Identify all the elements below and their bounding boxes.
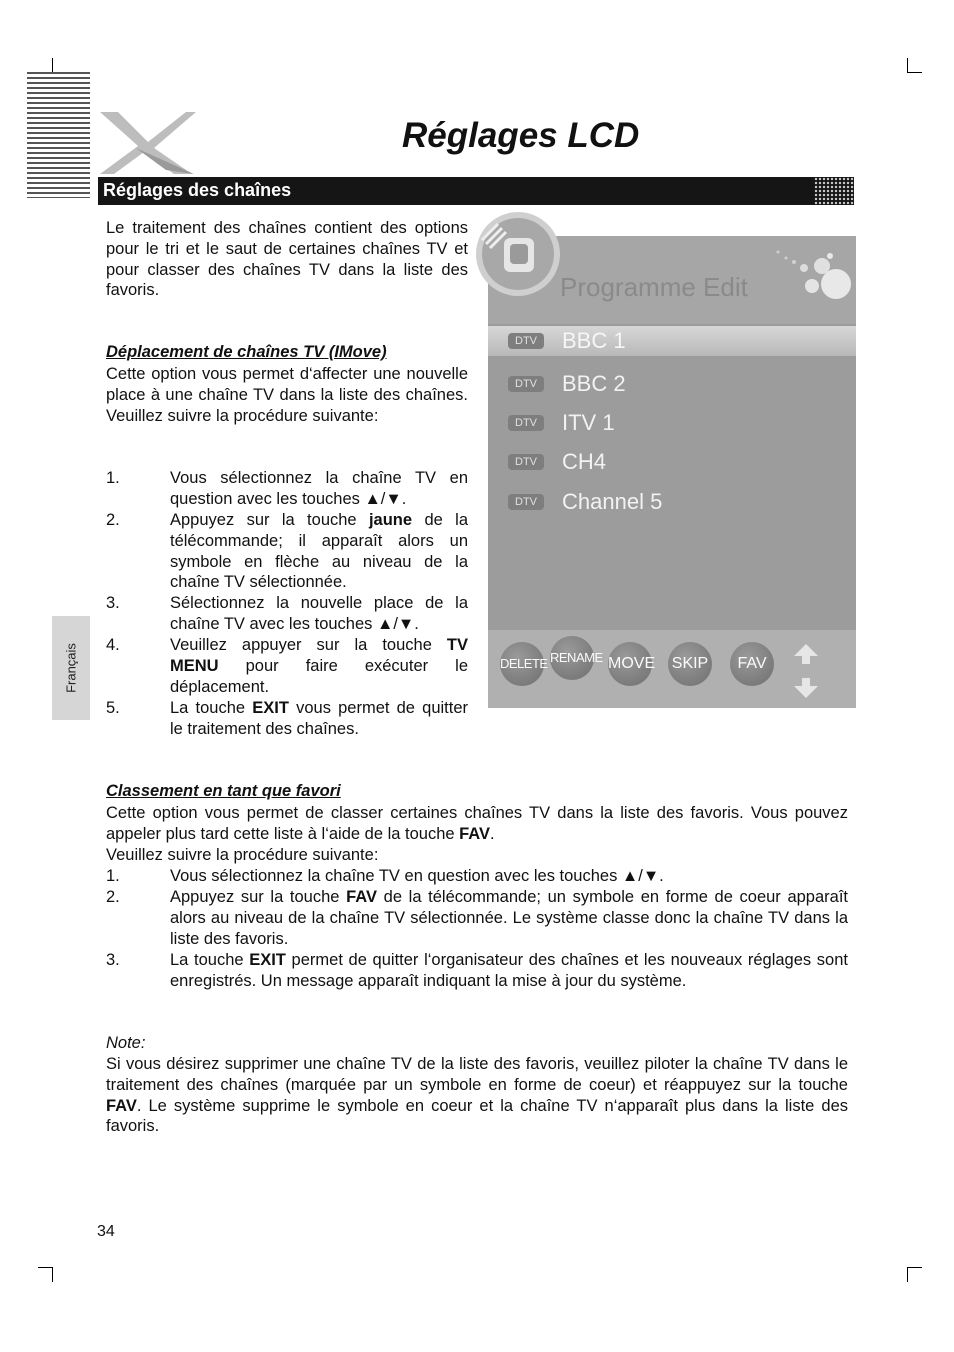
dtv-badge: DTV [508,376,544,392]
step-text: La touche EXIT vous permet de quitter le traitement des chaînes. [170,699,468,738]
fav-text: Cette option vous permet de classer certaines chaînes TV dans la liste des favoris. Vous pouvez appeler plus tard cette liste à l‘aide de la touche FAV. [106,804,848,843]
step-text: Vous sélectionnez la chaîne TV en question avec les touches ▲/▼. [170,469,468,508]
channel-row[interactable] [488,487,856,517]
step-number: 3. [106,951,120,969]
language-label: Français [63,643,79,693]
section-title: Réglages des chaînes [103,180,292,200]
step-text: Sélectionnez la nouvelle place de la chaîne TV avec les touches ▲/▼. [170,594,468,633]
rename-button[interactable]: RENAME [550,636,594,680]
channel-row[interactable] [488,447,856,477]
move-button[interactable]: MOVE [608,642,652,686]
language-tab [52,616,90,720]
step-number: 1. [106,867,120,885]
note-text: Si vous désirez supprimer une chaîne TV de la liste des favoris, veuillez piloter la chaîne TV dans le traitement des chaînes (marquée par un symbole en forme de coeur) et réappuyez sur la touche FAV. Le système supprime le symbole en coeur et la chaîne TV n‘apparaît plus dans la liste des favoris. [106,1055,848,1136]
channel-row[interactable] [488,326,856,356]
channel-name: BBC 2 [562,371,626,396]
skip-button[interactable]: SKIP [668,642,712,686]
tv-button-bar [488,630,856,708]
header-stripes [27,72,90,198]
step-text: La touche EXIT permet de quitter l‘organisateur des chaînes et les nouveaux réglages sont enregistrés. Un message apparaît indiquant la mise à jour du système. [170,951,848,990]
page-number: 34 [97,1223,115,1240]
up-down-arrows-icon [794,644,818,698]
fav-heading: Classement en tant que favori [106,782,341,800]
dtv-badge: DTV [508,415,544,431]
step-number: 1. [106,469,120,487]
channel-row[interactable] [488,369,856,399]
dtv-badge: DTV [508,333,544,349]
programme-edit-screenshot [488,236,856,708]
channel-name: CH4 [562,449,607,474]
tv-title: Programme Edit [560,272,748,302]
delete-button[interactable]: DELETE [500,642,544,686]
channel-name: BBC 1 [562,328,626,353]
step-number: 3. [106,594,120,612]
bubbles-icon [774,246,854,306]
dtv-badge: DTV [508,494,544,510]
fav-button[interactable]: FAV [730,642,774,686]
crop-mark-top-right [907,58,922,73]
intro-paragraph: Le traitement des chaînes contient des options pour le tri et le saut de certaines chaînes TV et pour classer des chaînes TV dans la liste des favoris. [106,219,468,300]
tv-settings-emblem-icon [474,210,564,300]
step-number: 4. [106,636,120,654]
step-number: 5. [106,699,120,717]
step-number: 2. [106,888,120,906]
crop-mark-bottom-right [907,1267,922,1282]
brand-logo-icon [96,108,196,176]
channel-name: Channel 5 [562,489,663,514]
note-label: Note: [106,1034,146,1052]
imove-text: Cette option vous permet d‘affecter une nouvelle place à une chaîne TV dans la liste des chaînes. Veuillez suivre la procédure suivante: [106,365,468,425]
tv-channel-list [488,324,856,630]
step-text: Appuyez sur la touche FAV de la télécommande; un symbole en forme de coeur apparaît alors au niveau de la chaîne TV sélectionnée. Le système classe donc la chaîne TV dans la liste des favoris. [170,888,849,948]
page-title: Réglages LCD [402,116,640,155]
channel-name: ITV 1 [562,410,615,435]
step-text: Vous sélectionnez la chaîne TV en question avec les touches ▲/▼. [170,867,664,885]
step-text: Veuillez appuyer sur la touche TV MENU pour faire exécuter le déplacement. [170,636,468,696]
fav-text-2: Veuillez suivre la procédure suivante: [106,846,379,864]
imove-heading: Déplacement de chaînes TV (IMove) [106,343,387,361]
section-dots [814,177,854,205]
step-number: 2. [106,511,120,529]
section-header [98,177,854,205]
step-text: Appuyez sur la touche jaune de la télécommande; il apparaît alors un symbole en flèche au niveau de la chaîne TV sélectionnée. [170,511,468,592]
channel-row[interactable] [488,408,856,438]
dtv-badge: DTV [508,454,544,470]
crop-mark-bottom-left [38,1267,53,1282]
crop-mark-top-left [38,58,53,73]
